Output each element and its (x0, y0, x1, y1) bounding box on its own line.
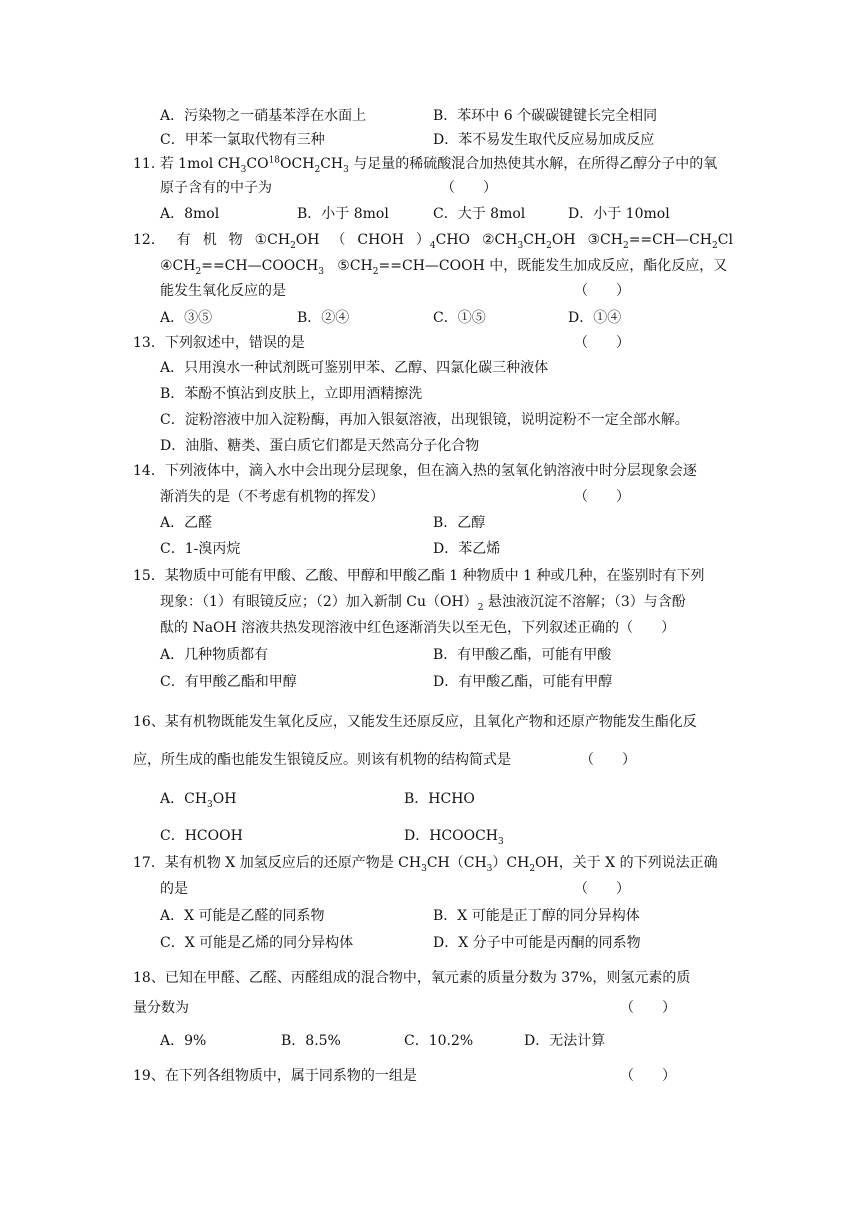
q16-option-b: B．HCHO (404, 791, 475, 807)
q18-option-a: A．9% (160, 1033, 207, 1049)
q17-stem-line2: 的是 (160, 881, 188, 897)
q15-option-d: D．有甲酸乙酯，可能有甲醇 (433, 674, 613, 690)
q13-answer-paren: （ ） (574, 335, 630, 351)
q15-option-b: B．有甲酸乙酯，可能有甲酸 (433, 647, 612, 663)
q14-answer-paren: （ ） (574, 489, 630, 505)
q12-option-d: D．①④ (568, 310, 622, 326)
q16-stem-line2: 应，所生成的酯也能发生银镜反应。则该有机物的结构简式是 (133, 752, 511, 768)
q12-answer-paren: （ ） (574, 283, 630, 299)
q18-stem-line2: 量分数为 (133, 1000, 189, 1016)
q16-option-c: C．HCOOH (160, 828, 243, 844)
q16-option-a: A．$CH_3OH$ (160, 791, 237, 810)
q12-option-b: B．②④ (297, 310, 350, 326)
q12-option-c: C．①⑤ (433, 310, 486, 326)
q13-option-d: D．油脂、糖类、蛋白质它们都是天然高分子化合物 (160, 438, 480, 454)
q19-stem: 19、在下列各组物质中，属于同系物的一组是 (133, 1068, 417, 1084)
q18-stem-line1: 18、已知在甲醛、乙醛、丙醛组成的混合物中，氧元素的质量分数为 37%，则氢元素的质 (133, 970, 691, 986)
q17-stem-line1: 17．某有机物 X 加氢反应后的还原产物是 $CH_3CH(CH_3)CH_2OH$，关于 X 的下列说法正确 (133, 855, 718, 874)
q12-stem-line3: 能发生氧化反应的是 (160, 283, 286, 299)
q17-option-a: A．X 可能是乙醛的同系物 (160, 908, 325, 924)
q17-option-b: B．X 可能是正丁醇的同分异构体 (433, 908, 640, 924)
q13-option-c: C．淀粉溶液中加入淀粉酶，再加入银氨溶液，出现银镜，说明淀粉不一定全部水解。 (160, 412, 689, 428)
q10-option-d: D．苯不易发生取代反应易加成反应 (433, 132, 655, 148)
q15-option-c: C．有甲酸乙酯和甲醇 (160, 674, 297, 690)
q17-option-d: D．X 分子中可能是丙酮的同系物 (433, 935, 641, 951)
q10-option-a: A．污染物之一硝基苯浮在水面上 (160, 108, 367, 124)
q14-option-b: B．乙醇 (433, 515, 486, 531)
q11-option-c: C．大于 8mol (433, 206, 526, 222)
q14-option-d: D．苯乙烯 (433, 541, 501, 557)
q11-stem-line2: 原子含有的中子为 (160, 180, 272, 196)
q10-option-b: B．苯环中 6 个碳碳键键长完全相同 (433, 108, 658, 124)
q11-option-d: D．小于 10mol (568, 206, 670, 222)
q18-option-d: D．无法计算 (524, 1033, 606, 1049)
q12-stem-line2: $④CH_2==CH—COOCH_3$ $⑤CH_2==CH—COOH$ 中，既能发生加成反应，酯化反应，又 (160, 258, 728, 277)
q16-stem-line1: 16、某有机物既能发生氧化反应，又能发生还原反应，且氧化产物和还原产物能发生酯化反 (133, 714, 697, 730)
q18-option-b: B．8.5% (281, 1033, 341, 1049)
q16-option-d: D．$HCOOCH_3$ (404, 828, 504, 847)
q11-answer-paren: （ ） (441, 180, 497, 196)
q15-stem-line2: 现象：（1）有眼镜反应；（2）加入新制 $Cu(OH)_2$ 悬浊液沉淀不溶解；（3）与含酚 (160, 594, 686, 613)
q15-option-a: A．几种物质都有 (160, 647, 269, 663)
q14-option-c: C．1-溴丙烷 (160, 541, 241, 557)
q11-stem-line1: 11. 若 1mol $CH_3CO^{18}OCH_2CH_3$ 与足量的稀硫酸混合加热使其水解，在所得乙醇分子中的氧 (133, 155, 718, 175)
q11-option-a: A．8mol (160, 206, 220, 222)
q14-option-a: A．乙醛 (160, 515, 213, 531)
q12-option-a: A．③⑤ (160, 310, 213, 326)
q14-stem-line2: 渐消失的是（不考虑有机物的挥发） (160, 489, 384, 505)
q13-stem: 13．下列叙述中，错误的是 (133, 335, 305, 351)
q15-stem-line3: 酞的 NaOH 溶液共热发现溶液中红色逐渐消失以至无色，下列叙述正确的（ ） (160, 620, 676, 636)
q15-stem-line1: 15．某物质中可能有甲酸、乙酸、甲醇和甲酸乙酯 1 种物质中 1 种或几种，在鉴别时有下列 (133, 568, 705, 584)
q17-answer-paren: （ ） (574, 881, 630, 897)
q13-option-b: B．苯酚不慎沾到皮肤上，立即用酒精擦洗 (160, 386, 423, 402)
q16-answer-paren: （ ） (580, 752, 636, 768)
q13-option-a: A．只用溴水一种试剂既可鉴别甲苯、乙醇、四氯化碳三种液体 (160, 360, 549, 376)
q18-answer-paren: （ ） (620, 1000, 676, 1016)
q18-option-c: C．10.2% (404, 1033, 474, 1049)
q12-stem-line1: 12． 有 机 物 $①CH_2OH$ （ CHOH ）$_4CHO$ $②CH_3CH_2OH$ $③CH_2==CH—CH_2Cl$ (133, 232, 733, 251)
q10-option-c: C．甲苯一氯取代物有三种 (160, 132, 325, 148)
q14-stem-line1: 14．下列液体中，滴入水中会出现分层现象，但在滴入热的氢氧化钠溶液中时分层现象会逐 (133, 463, 697, 479)
q19-answer-paren: （ ） (620, 1068, 676, 1084)
q17-option-c: C．X 可能是乙烯的同分异构体 (160, 935, 354, 951)
q11-option-b: B．小于 8mol (297, 206, 389, 222)
